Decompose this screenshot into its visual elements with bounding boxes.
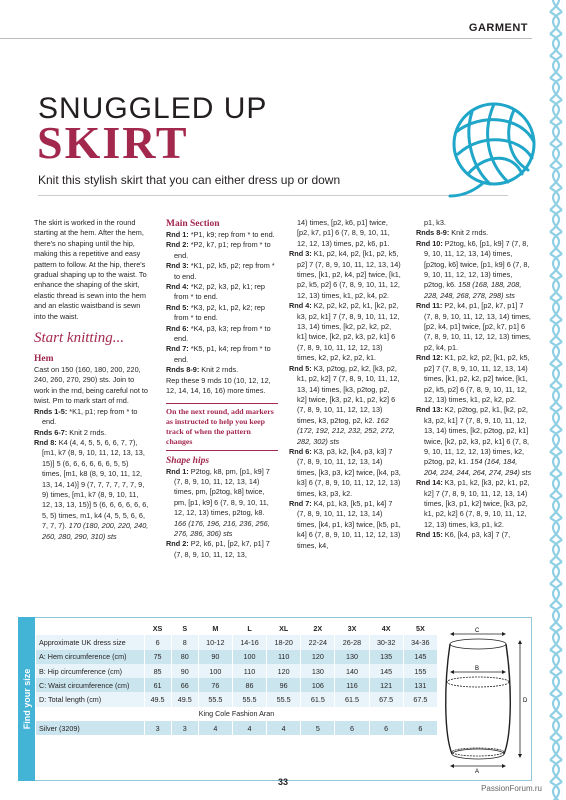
shape-row-cont: 14) times, [p2, k6, p1] twice, [p2, k7, p1] 6 (7, 8, 9, 10, 11, 12, 12, 13) times, p2, k6, p1.: [297, 218, 390, 248]
shape-row: Rnd 3: K1, p2, k4, p2, [k1, p2, k5, p2] 7 (7, 8, 9, 10, 11, 12, 13, 14) times, [k1, p2, k4, p2] twice, [k1, p2, k5, p2] 6 (7, 8, 9, 10, 11, 12, 12, 13) times, k1, p2, k4, p2.: [289, 249, 401, 300]
table-cell: A: Hem circumference (cm): [36, 650, 144, 664]
table-cell: 5: [301, 721, 335, 735]
diagram-label-c: C: [475, 628, 480, 634]
diagram-label-a: A: [475, 769, 480, 774]
shape-row: Rnd 14: K3, p1, k2, [k3, p2, k1, p2, k2] 7 (7, 8, 9, 10, 11, 12, 13, 14) times, [k3, p1, k2] twice, [k3, p2, k1, p2, k2] 6 (7, 8, 9, 10, 11, 12, 12, 13) times, k3, p1, k2.: [416, 478, 530, 529]
hem-row: Rnds 1-5: *K1, p1; rep from * to end.: [34, 406, 138, 427]
table-cell: 61.5: [301, 692, 335, 706]
shape-hips-heading: Shape hips: [166, 455, 210, 466]
table-cell: 120: [267, 664, 301, 678]
watermark: PassionForum.ru: [481, 784, 542, 793]
table-cell: 145: [369, 664, 403, 678]
table-row: [36, 678, 438, 692]
table-cell: 75: [144, 650, 171, 664]
table-cell: 3: [144, 721, 171, 735]
table-cell: 100: [232, 650, 266, 664]
shape-row: Rnd 13: K2, p2tog, p2, k1, [k2, p2, k3, p2, k1] 7 (7, 8, 9, 10, 11, 12, 13, 14) times, [k2, p2tog, p2, k1] twice, [k2, p2, k3, p2, k1] 6 (7, 8, 9, 10, 11, 12, 12, 13) times, k2, p2tog, p2, k1. 154 (164, 184, 204, 224, 244, 264, 274, 294) sts: [416, 405, 532, 477]
diagram-label-d: D: [523, 698, 528, 704]
main-row: Rnd 7: *K5, p1, k4; rep from * to end.: [166, 344, 271, 364]
table-cell: 6: [335, 721, 369, 735]
main-row: Rnd 3: *K1, p2, k5, p2; rep from * to end.: [166, 261, 275, 281]
table-cell: 49.5: [171, 692, 198, 706]
table-row: [36, 692, 438, 706]
table-cell: 76: [198, 678, 232, 692]
table-cell: 131: [403, 678, 437, 692]
yarn-brand: King Cole Fashion Aran: [36, 707, 438, 721]
column-3: [289, 218, 401, 551]
table-cell: XS: [144, 621, 171, 635]
shape-row: Rnd 12: K1, p2, k2, p2, [k1, p2, k5, p2] 7 (7, 8, 9, 10, 11, 12, 13, 14) times, [k1, p2, k2, p2] twice, [k1, p2, k5, p2] 6 (7, 8, 9, 10, 11, 12, 12, 13) times, k1, p2, k2, p2.: [416, 353, 530, 404]
table-cell: 106: [301, 678, 335, 692]
table-cell: 4X: [369, 621, 403, 635]
table-row: [36, 635, 438, 649]
main-row: Rnd 4: *K2, p2, k3, p2, k1; rep from * to end.: [166, 282, 265, 302]
table-cell: 90: [171, 664, 198, 678]
table-cell: 130: [335, 650, 369, 664]
table-cell: 30-32: [369, 635, 403, 649]
main-repeat: Rep these 9 rnds 10 (10, 12, 12, 12, 14, 14, 16, 16) more times.: [166, 375, 271, 396]
table-cell: 90: [198, 650, 232, 664]
table-cell: 5X: [403, 621, 437, 635]
main-row: Rnd 1: *P1, k9; rep from * to end.: [166, 230, 275, 239]
table-row: [36, 650, 438, 664]
shape-row: Rnd 6: K3, p3, k2, [k4, p3, k3] 7 (7, 8, 9, 10, 11, 12, 13, 14) times, [k3, p3, k2] twice, [k4, p3, k3] 6 (7, 8, 9, 10, 11, 12, 12, 13) times, k3, p3, k2.: [289, 446, 401, 498]
table-cell: C: Waist circumference (cm): [36, 678, 144, 692]
table-cell: 3: [171, 721, 198, 735]
table-cell: 6: [144, 635, 171, 649]
yarn-brand-row: [36, 707, 438, 721]
intro-text: The skirt is worked in the round starting at the hem. After the hem, there's no shaping until the hip, making this a repetitive and easy pattern to follow. At the hip, there's gradual shaping up to the waist. To enhance the shaping of the skirt, elastic thread is sewn into the hem and an elastic waistband is sewn into the waist.: [34, 218, 147, 321]
table-cell: 116: [335, 678, 369, 692]
table-cell: Approximate UK dress size: [36, 635, 144, 649]
table-cell: 110: [267, 650, 301, 664]
table-cell: 145: [403, 650, 437, 664]
table-cell: 135: [369, 650, 403, 664]
header-divider: [0, 38, 532, 39]
yarn-ball-icon: [442, 92, 542, 202]
yarn-row: [36, 721, 438, 735]
size-tab-label: Find your size: [21, 668, 32, 730]
shape-row: Rnd 2: P2, k6, p1, [p2, k7, p1] 7 (7, 8, 9, 10, 11, 12, 13,: [166, 539, 270, 559]
table-cell: 120: [301, 650, 335, 664]
table-cell: M: [198, 621, 232, 635]
main-row: Rnd 2: *P2, k7, p1; rep from * to end.: [166, 240, 271, 260]
table-cell: 2X: [301, 621, 335, 635]
shape-row-cont: p1, k3.: [424, 218, 446, 227]
table-row: [36, 664, 438, 678]
table-cell: 121: [369, 678, 403, 692]
table-cell: [36, 621, 144, 635]
table-cell: D: Total length (cm): [36, 692, 144, 706]
table-cell: 22-24: [301, 635, 335, 649]
table-cell: 55.5: [232, 692, 266, 706]
table-cell: 4: [267, 721, 301, 735]
main-section-heading: Main Section: [166, 219, 220, 229]
table-cell: 86: [232, 678, 266, 692]
shape-row: Rnd 15: K6, [k4, p3, k3] 7 (7,: [416, 530, 511, 540]
table-cell: L: [232, 621, 266, 635]
page-title: SKIRT: [37, 117, 189, 168]
table-cell: 96: [267, 678, 301, 692]
table-cell: XL: [267, 621, 301, 635]
shape-row: Rnd 7: K4, p1, k3, [k5, p1, k4] 7 (7, 8, 9, 10, 11, 12, 13, 14) times, [k4, p1, k3] twice, [k5, p1, k4] 6 (7, 8, 9, 10, 11, 12, 12, 13) times, k4,: [289, 498, 401, 550]
subtitle: Knit this stylish skirt that you can either dress up or down: [38, 173, 341, 187]
table-cell: 8: [171, 635, 198, 649]
table-cell: 4: [232, 721, 266, 735]
table-cell: 80: [171, 650, 198, 664]
table-cell: 14-16: [232, 635, 266, 649]
table-cell: 67.5: [369, 692, 403, 706]
table-cell: 55.5: [267, 692, 301, 706]
cable-decoration-icon: [546, 0, 566, 800]
table-cell: 100: [198, 664, 232, 678]
markers-callout: On the next round, add markers as instructed to help you keep track of when the pattern changes: [166, 403, 278, 451]
column-2: [166, 218, 278, 560]
table-cell: 26-28: [335, 635, 369, 649]
table-cell: 49.5: [144, 692, 171, 706]
column-4: [416, 218, 532, 541]
table-header-row: [36, 621, 438, 635]
table-cell: 6: [403, 721, 437, 735]
hem-row: Rnds 6-7: Knit 2 rnds.: [34, 427, 107, 437]
main-row: Rnd 6: *K4, p3, k3; rep from * to end.: [166, 323, 271, 344]
hem-row: Rnd 8: K4 (4, 4, 5, 5, 6, 6, 7, 7), [m1, k7 (8, 9, 10, 11, 12, 13, 13, 15)] 5 (6, 6, 6, 6, 6, 6, 5, 5) times, [m1, k8 (8, 9, 10, 11, 12, 13, 14, 14)] 9 (7, 7, 7, 7, 7, 7, 9, 9) times, [m1, k7 (8, 9, 10, 11, 12, 13, 13, 15)] 5 (6, 6, 6, 6, 6, 6, 5, 5) times, m1, k4 (4, 5, 5, 6, 6, 7, 7, 7). 170 (180, 200, 220, 240, 260, 280, 290, 310) sts: [34, 437, 149, 541]
start-knitting-heading: Start knitting...: [34, 330, 124, 347]
table-cell: 66: [171, 678, 198, 692]
column-1: [34, 218, 149, 542]
table-cell: 4: [198, 721, 232, 735]
shape-row: Rnd 11: P2, k4, p1, [p2, k7, p1] 7 (7, 8, 9, 10, 11, 12, 13, 14) times, [p2, k4, p1] twice, [p2, k7, p1] 6 (7, 8, 9, 10, 11, 12, 12, 13) times, p2, k4, p1.: [416, 301, 531, 352]
size-tab: [18, 617, 35, 781]
shape-row: Rnd 1: P2tog, k8, pm, [p1, k9] 7 (7, 8, 9, 10, 11, 12, 13, 14) times, pm, [p2tog, k8] twice, pm, [p1, k9] 6 (7, 8, 9, 10, 11, 12, 12, 13) times, p2tog, k8. 166 (176, 196, 216, 236, 256, 276, 286, 306) sts: [166, 466, 270, 538]
table-cell: 130: [301, 664, 335, 678]
page-number: 33: [277, 777, 288, 787]
table-cell: 3X: [335, 621, 369, 635]
subtitle-divider: [38, 195, 508, 196]
table-cell: 55.5: [198, 692, 232, 706]
title-line-1: SNUGGLED UP: [38, 92, 268, 125]
table-cell: 85: [144, 664, 171, 678]
hem-heading: Hem: [34, 354, 54, 365]
shape-row: Rnd 5: K3, p2tog, p2, k2, [k3, p2, k1, p2, k2] 7 (7, 8, 9, 10, 11, 12, 13, 14) times, [k3, p2tog, p2, k2] twice, [k3, p2, k1, p2, k2] 6 (7, 8, 9, 10, 11, 12, 12, 13) times, k3, p2tog, p2, k2. 162 (172, 192, 212, 232, 252, 272, 282, 302) sts: [289, 363, 400, 446]
size-table: [36, 621, 438, 735]
table-cell: B: Hip circumference (cm): [36, 664, 144, 678]
table-cell: 140: [335, 664, 369, 678]
main-row: Rnds 8-9: Knit 2 rnds.: [166, 365, 239, 375]
hem-cast-on: Cast on 150 (160, 180, 200, 220, 240, 260, 270, 290) sts. Join to work in the rnd, being careful not to twist. Pm to mark start of rnd.: [34, 365, 148, 406]
table-cell: 10-12: [198, 635, 232, 649]
table-cell: 34-36: [403, 635, 437, 649]
table-cell: Silver (3209): [36, 721, 144, 735]
diagram-label-b: B: [475, 666, 480, 672]
main-row: Rnd 5: *K3, p2, k1, p2, k2; rep from * to end.: [166, 302, 265, 323]
table-cell: 61: [144, 678, 171, 692]
table-cell: 110: [232, 664, 266, 678]
table-cell: 6: [369, 721, 403, 735]
table-cell: 155: [403, 664, 437, 678]
skirt-diagram: [444, 624, 528, 774]
table-cell: S: [171, 621, 198, 635]
shape-row: Rnd 10: P2tog, k6, [p1, k9] 7 (7, 8, 9, 10, 11, 12, 13, 14) times, [p2tog, k6] twice, [p1, k9] 6 (7, 8, 9, 10, 11, 12, 12, 13) times, p2tog, k6. 158 (168, 188, 208, 228, 248, 268, 278, 298) sts: [416, 238, 530, 300]
table-cell: 18-20: [267, 635, 301, 649]
shape-row: Rnds 8-9: Knit 2 rnds.: [416, 228, 489, 238]
shape-row: Rnd 4: K2, p2, k2, p2, k1, [k2, p2, k3, p2, k1] 7 (7, 8, 9, 10, 11, 12, 13, 14) times, [k2, p2, k2, p2, k1] twice, [k2, p2, k3, p2, k1] 6 (7, 8, 9, 10, 11, 12, 12, 13) times, k2, p2, k2, p2, k1.: [289, 301, 400, 363]
table-cell: 67.5: [403, 692, 437, 706]
table-cell: 61.5: [335, 692, 369, 706]
section-label: GARMENT: [468, 22, 528, 34]
